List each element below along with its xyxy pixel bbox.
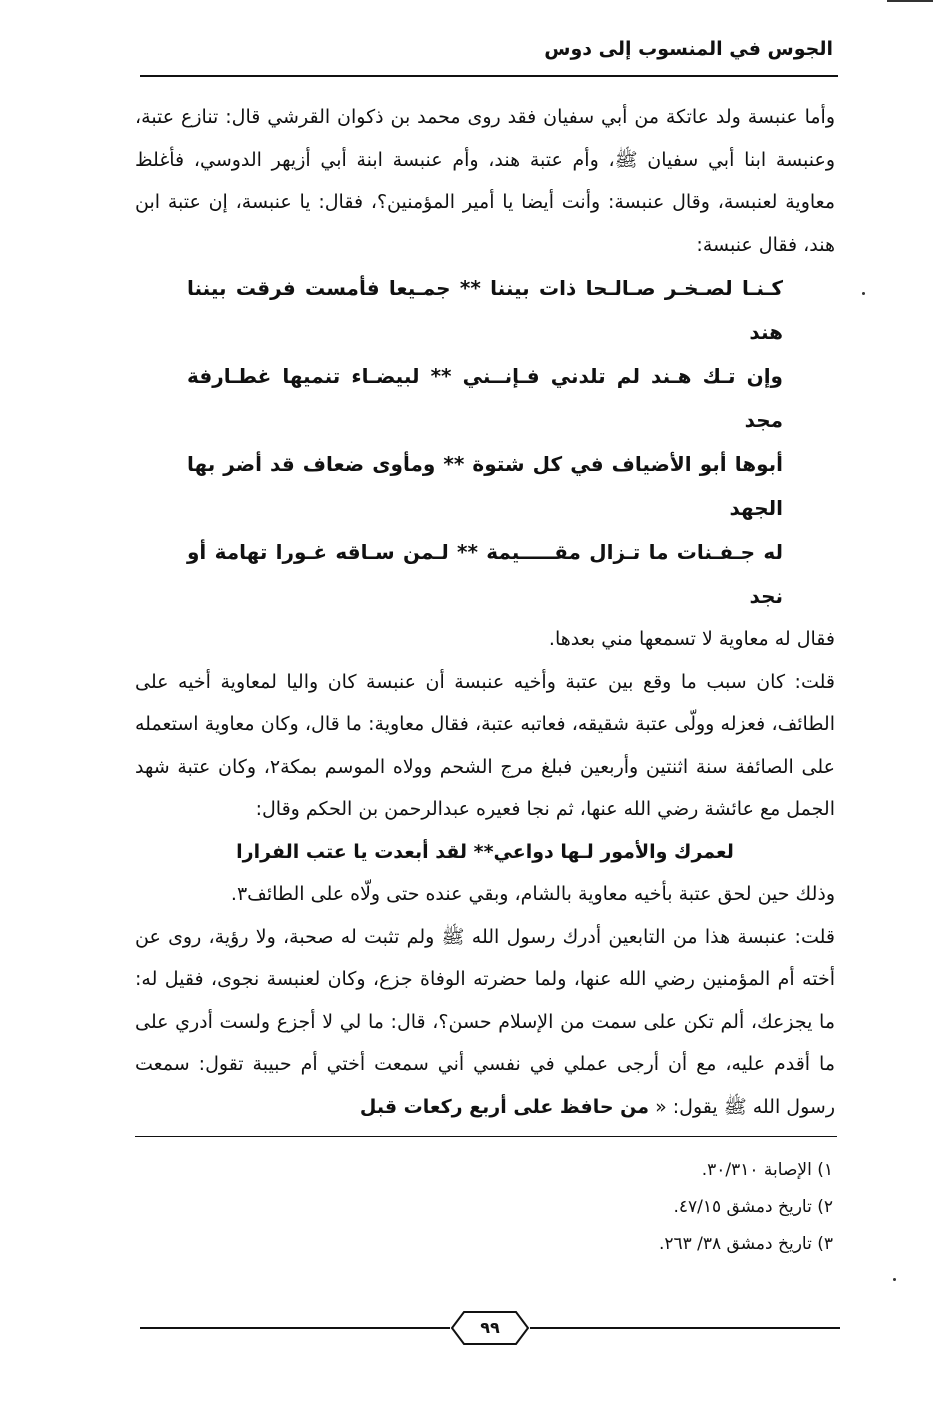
poem-line: كـنـا لصـخـر صـالـحا ذات بيننا ** جمـيعا فأمست فرقت بيننا هند (187, 276, 783, 344)
page-number-badge (450, 1310, 530, 1346)
paragraph-4-bold-quote: من حافظ على أربع ركعات قبل (359, 1095, 650, 1118)
paragraph-2: قلت: كان سبب ما وقع بين عتبة وأخيه عنبسة أن عنبسة كان واليا لمعاوية أخيه على الطائف، فعزله وولّى عتبة شقيقه، فعاتبه عتبة، فقال معاوية: ما قال، وكان معاوية استعمله على الصائفة سنة اثنتين وأربعين فبلغ مرج الشحم وولاه الموسم بمكة٢، وكان عتبة شهد الجمل مع عائشة رضي الله عنها، ثم نجا فعيره عبدالرحمن بن الحكم وقال: (135, 670, 836, 820)
poem-line: له جـفـنات ما تـزال مقـــــيمة ** لـمن سـاقه غـورا تهامة أو نجد (187, 540, 783, 608)
footnote-item: ١) الإصابة ٣٠/٣١٠. (701, 1160, 833, 1180)
paragraph-3: وذلك حين لحق عتبة بأخيه معاوية بالشام، وبقي عنده حتى ولّاه على الطائف٣. (230, 883, 835, 905)
stray-mark (862, 292, 865, 295)
running-header-title: الجوس في المنسوب إلى دوس (544, 38, 833, 60)
paragraph-4-text: قلت: عنبسة هذا من التابعين أدرك رسول الله ﷺ ولم تثبت له صحبة، ولا رؤية، روى عن أخته أم المؤمنين رضي الله عنها، ولما حضرته الوفاة جزع، وكان لعنبسة نجوى، فقيل له: ما يجزعك، ألم تكن على سمت من الإسلام حسن؟، قال: ما لي لا أجزع ولست أدري على ما أقدم عليه، مع أن أرجى عملي في نفسي أني سمعت أختي أم حبيبة تقول: سمعت رسول الله ﷺ يقول: « (135, 925, 835, 1118)
verse-single: لعمرك والأمور لـها دواعي** لقد أبعدت يا عتب الفرارا (236, 840, 734, 863)
footnote-item: ٣) تاريخ دمشق ٣٨/ ٢٦٣. (658, 1234, 833, 1254)
poem-line: وإن تـك هـند لم تلدني فـإنــني ** لبيضـاء تنميها غطـارفة مجد (187, 364, 783, 432)
footnote-item: ٢) تاريخ دمشق ٤٧/١٥. (673, 1197, 833, 1217)
footer-rule-right (530, 1327, 840, 1329)
footnote-rule (135, 1136, 837, 1137)
page-number: ٩٩ (480, 1318, 500, 1337)
footer-rule-left (140, 1327, 450, 1329)
footnotes (133, 1152, 833, 1263)
stray-mark (893, 1278, 896, 1281)
poem (135, 266, 835, 618)
page-number-footer (140, 1308, 840, 1348)
poem-line: أبوها أبو الأضياف في كل شتوة ** ومأوى ضعاف قد أضر بها الجهد (187, 452, 783, 520)
after-poem-line: فقال له معاوية لا تسمعها مني بعدها. (548, 628, 835, 650)
intro-paragraph: وأما عنبسة ولد عاتكة من أبي سفيان فقد روى محمد بن ذكوان القرشي قال: تنازع عتبة، وعنبسة ابنا أبي سفيان ﷺ، وأم عتبة هند، وأم عنبسة ابنة أبي أزيهر الدوسي، فأغلظ معاوية لعنبسة، وقال عنبسة: وأنت أيضا يا أمير المؤمنين؟، فقال: يا عنبسة، إن عتبة ابن هند، فقال عنبسة: (135, 106, 835, 256)
header-rule (140, 75, 838, 77)
main-text (135, 96, 835, 1128)
paragraph-4 (135, 916, 835, 1129)
corner-rule (887, 0, 933, 2)
